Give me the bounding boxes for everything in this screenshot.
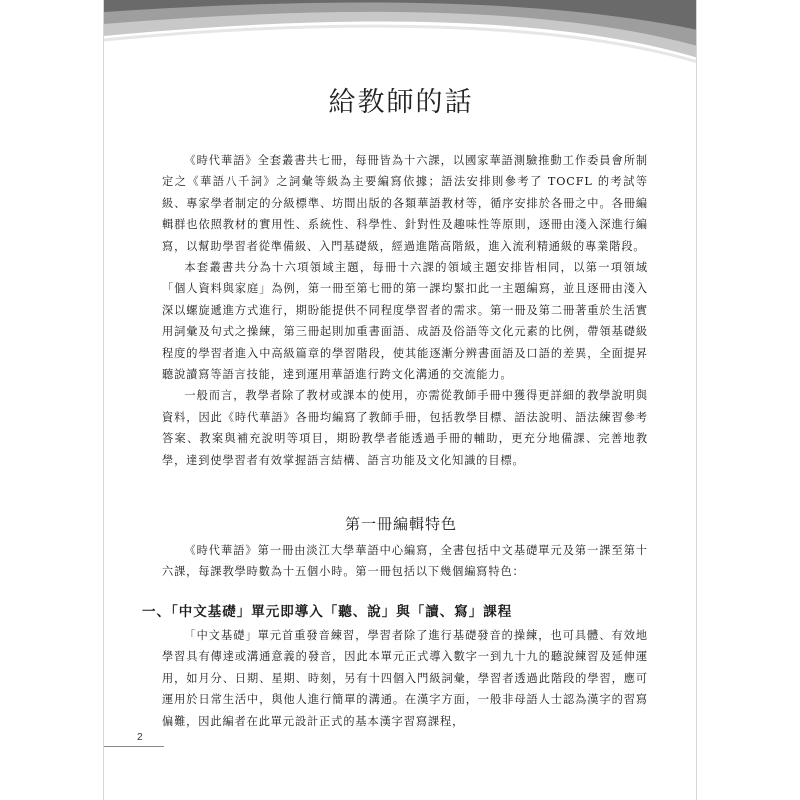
intro-paragraph-3: 一般而言，教學者除了教材或課本的使用，亦需從教師手冊中獲得更詳細的教學說明與資料，因此《時代華語》各冊均編寫了教師手冊，包括教學目標、語法說明、語法練習參考答案、教案與補充說明等項目，期盼教學者能透過手冊的輔助，更充分地備課、完善地教學，達到使學習者有效掌握語言結構、語言功能及文化知識的目標。: [162, 389, 648, 467]
header-decoration: [104, 0, 697, 70]
section-heading: 一、「中文基礎」單元即導入「聽、說」與「讀、寫」課程: [142, 604, 513, 620]
page-number: 2: [137, 732, 143, 743]
feature-paragraph: 《時代華語》第一冊由淡江大學華語中心編寫，全書包括中文基礎單元及第一課至第十六課，每課教學時數為十五個小時。第一冊包括以下幾個編寫特色：: [162, 544, 648, 579]
intro-paragraph-2: 本套叢書共分為十六項領域主題，每冊十六課的領域主題安排皆相同，以第一項領域「個人資料與家庭」為例，第一冊至第七冊的第一課均緊扣此一主題編寫，並且逐冊由淺入深以螺旋遞進方式進行，期盼能提供不同程度學習者的需求。第一冊及第二冊著重於生活實用詞彙及句式之操練，第三冊起則加重書面語、成語及俗語等文化元素的比例，帶領基礎級程度的學習者進入中高級篇章的學習階段，使其能逐漸分辨書面語及口語的差異，全面提昇聽說讀寫等語言技能，達到運用華語進行跨文化溝通的交流能力。: [162, 261, 648, 382]
intro-paragraph-1: 《時代華語》全套叢書共七冊，每冊皆為十六課，以國家華語測驗推動工作委員會所制定之《華語八千詞》之詞彙等級為主要編寫依據；語法安排則參考了 TOCFL 的考試等級、專家學者制定的分級標準、坊間出版的各類華語教材等，循序安排於各冊之中。各冊編輯群也依照教材的實用性、系統性、科學性、針對性及趣味性等原則，逐冊由淺入深進行編寫，以幫助學習者從準備級、入門基礎級，經過進階高階級，進入流利精通級的專業階段。: [162, 154, 648, 253]
book-page: [103, 0, 697, 800]
page-title: 給教師的話: [328, 87, 474, 118]
footer-rule: [104, 746, 164, 747]
section-subtitle: 第一冊編輯特色: [344, 515, 457, 533]
feature-section: [162, 540, 648, 583]
intro-section: [162, 150, 648, 471]
section-body: [162, 625, 648, 732]
section-paragraph: 「中文基礎」單元首重發音練習，學習者除了進行基礎發音的操練，也可具體、有效地學習具有傳達或溝通意義的發音，因此本單元正式導入數字一到九十九的聽說練習及延伸運用，如月分、日期、星期、時刻，另有十四個入門級詞彙，學習者透過此階段的學習，應可運用於日常生活中，與他人進行簡單的溝通。在漢字方面，一般非母語人士認為漢字的習寫偏難，因此編者在此單元設計正式的基本漢字習寫課程，: [162, 629, 648, 728]
